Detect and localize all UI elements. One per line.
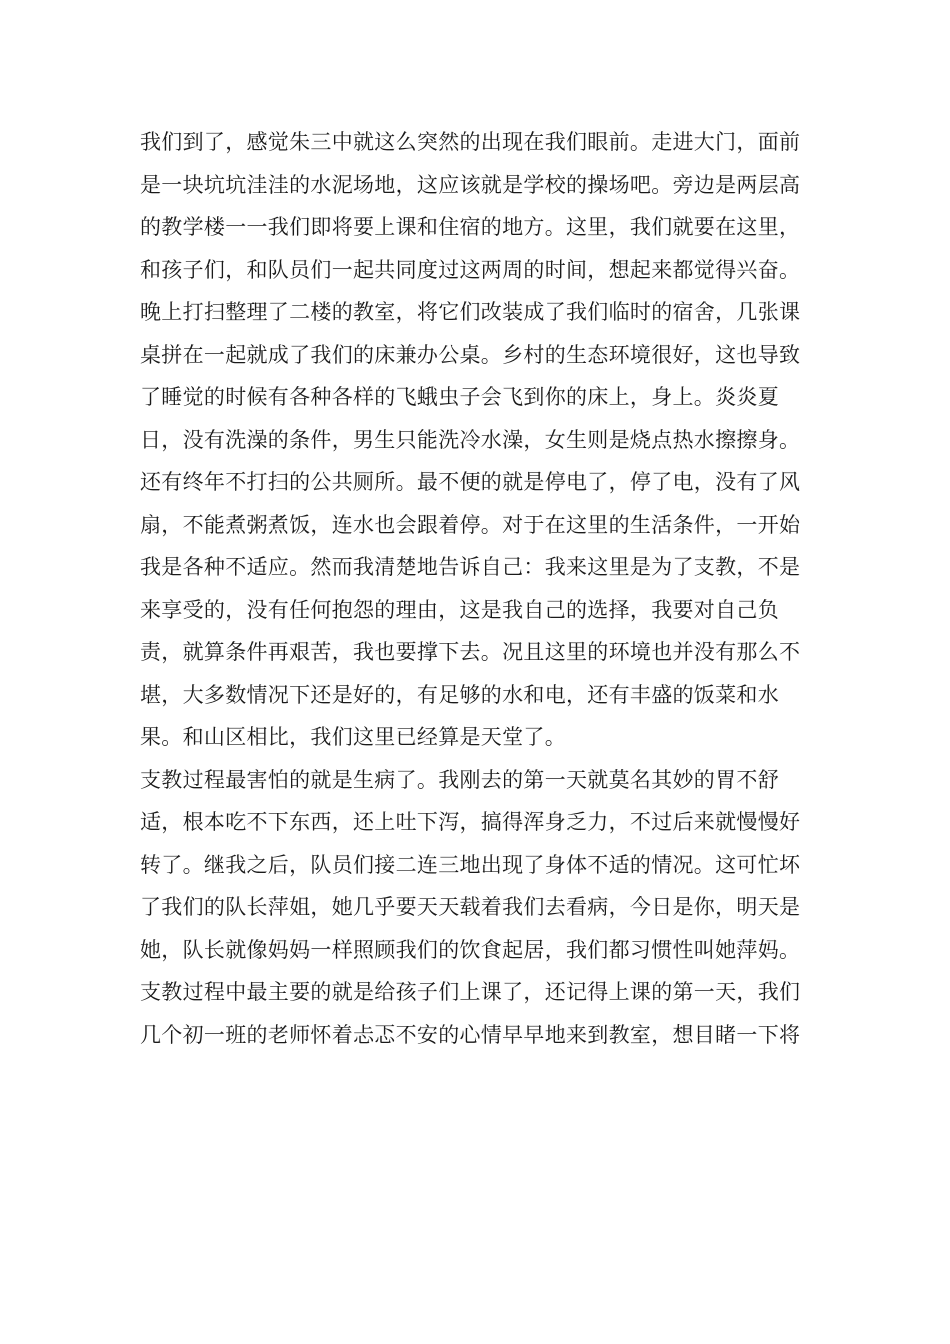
text-line: 她，队长就像妈妈一样照顾我们的饮食起居，我们都习惯性叫她萍妈。	[140, 937, 801, 962]
document-body	[140, 121, 830, 1056]
text-line: 桌拼在一起就成了我们的床兼办公桌。乡村的生态环境很好，这也导致	[140, 342, 801, 367]
text-line: 晚上打扫整理了二楼的教室，将它们改装成了我们临时的宿舍，几张课	[140, 300, 801, 324]
text-line: 的教学楼一一我们即将要上课和住宿的地方。这里，我们就要在这里，	[140, 215, 801, 239]
text-line: 我是各种不适应。然而我清楚地告诉自己：我来这里是为了支教，不是	[140, 555, 801, 579]
text-line: 支教过程中最主要的就是给孩子们上课了，还记得上课的第一天，我们	[140, 980, 801, 1004]
text-line: 责，就算条件再艰苦，我也要撑下去。况且这里的环境也并没有那么不	[140, 640, 801, 664]
text-line: 扇，不能煮粥煮饭，连水也会跟着停。对于在这里的生活条件，一开始	[140, 512, 801, 537]
text-line: 是一块坑坑洼洼的水泥场地，这应该就是学校的操场吧。旁边是两层高	[140, 172, 801, 197]
text-line: 来享受的，没有任何抱怨的理由，这是我自己的选择，我要对自己负	[140, 597, 779, 622]
text-line: 我们到了，感觉朱三中就这么突然的出现在我们眼前。走进大门，面前	[140, 130, 801, 154]
text-line: 了睡觉的时候有各种各样的飞蛾虫子会飞到你的床上，身上。炎炎夏	[140, 385, 779, 409]
text-line: 适，根本吃不下东西，还上吐下泻，搞得浑身乏力，不过后来就慢慢好	[140, 810, 801, 834]
text-line: 日，没有洗澡的条件，男生只能洗冷水澡，女生则是烧点热水擦擦身。	[140, 427, 801, 452]
text-line: 了我们的队长萍姐，她几乎要天天载着我们去看病，今日是你，明天是	[140, 895, 801, 919]
text-line: 支教过程最害怕的就是生病了。我刚去的第一天就莫名其妙的胃不舒	[140, 767, 779, 792]
text-line: 几个初一班的老师怀着忐忑不安的心情早早地来到教室，想目睹一下将	[140, 1022, 801, 1047]
text-line: 转了。继我之后，队员们接二连三地出现了身体不适的情况。这可忙坏	[140, 852, 801, 877]
text-line: 和孩子们，和队员们一起共同度过这两周的时间，想起来都觉得兴奋。	[140, 257, 801, 282]
text-line: 还有终年不打扫的公共厕所。最不便的就是停电了，停了电，没有了风	[140, 470, 801, 494]
text-line: 堪，大多数情况下还是好的，有足够的水和电，还有丰盛的饭菜和水	[140, 682, 779, 707]
text-line: 果。和山区相比，我们这里已经算是天堂了。	[140, 725, 566, 749]
